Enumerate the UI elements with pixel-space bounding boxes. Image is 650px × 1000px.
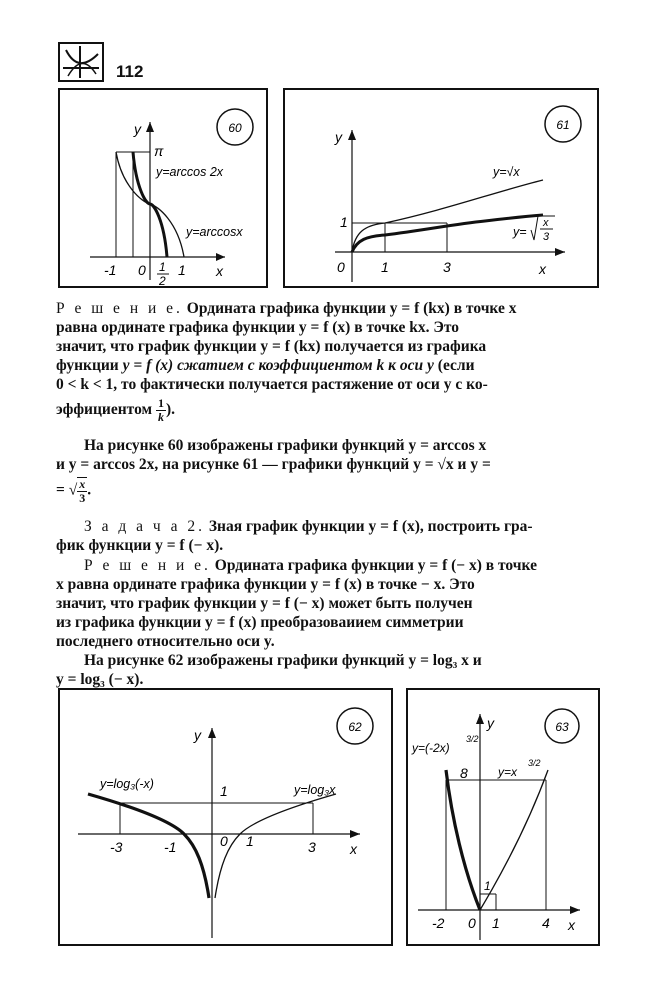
problem-2	[56, 517, 600, 555]
fig60-tick-m1: -1	[104, 262, 117, 278]
p2-fraction-num: x	[79, 477, 86, 491]
fig60-tick-half-den: 2	[159, 274, 166, 286]
page-number: 112	[116, 62, 144, 81]
paragraph-2	[56, 436, 600, 505]
p2-fraction-den: 3	[79, 491, 86, 505]
fig61-tick-0: 0	[337, 259, 345, 275]
chapter-logo-icon	[58, 42, 104, 82]
fig60-y-axis-label: y	[134, 121, 141, 137]
fig61-curve1-label: y=√x	[493, 165, 520, 179]
fig63-tick-1: 1	[492, 915, 500, 931]
p2-line2: и y = arccos 2x, на рисунке 61 — графики функций y = √x и y =	[56, 456, 491, 473]
fig63-y-axis-label: y	[487, 715, 494, 731]
fig63-curve1-label: y=(-2x)	[412, 741, 450, 755]
fig60-tick-1: 1	[178, 262, 186, 278]
fig63-tick-m2: -2	[432, 915, 445, 931]
problem-2-heading: З а д а ч а 2.	[84, 518, 205, 535]
p1-line4b: y = f (x) сжатием с коэффициентом k к оси y	[122, 357, 434, 374]
p4-line1: Ордината графика функции y = f (− x) в точке	[210, 557, 537, 574]
fig62-tick-1: 1	[246, 833, 254, 849]
figure-62-number: 62	[348, 720, 362, 734]
p5-line1: На рисунке 62 изображены графики функций y = log₃ x и	[84, 652, 482, 669]
fig61-ytick-1: 1	[340, 214, 348, 230]
p2-line3b: .	[87, 481, 92, 499]
solution-heading-1: Р е ш е н и е.	[56, 300, 183, 317]
p1-line3: значит, что график функции y = f (kx) получается из графика	[56, 338, 487, 355]
p1-line6b: ).	[165, 401, 176, 419]
p4-line2: x равна ординате графика функции y = f (x) в точке − x. Это	[56, 576, 475, 593]
solution-paragraph-1	[56, 299, 600, 424]
fig60-tick-half-num: 1	[159, 260, 166, 274]
fig63-tick-4: 4	[542, 915, 550, 931]
figure-61-number: 61	[556, 118, 570, 132]
figure-62	[58, 688, 393, 946]
fig60-curve2-label: y=arccosx	[186, 225, 243, 239]
p1-line4a: функции	[56, 357, 123, 374]
fig62-tick-m1: -1	[164, 839, 177, 855]
fig61-tick-3: 3	[443, 259, 451, 275]
fig61-tick-1: 1	[381, 259, 389, 275]
paragraph-5	[56, 651, 600, 689]
fig60-pi-label: π	[154, 143, 164, 159]
fig63-curve1-exp: 3/2	[466, 734, 479, 744]
figure-61	[283, 88, 599, 288]
fig61-x-axis-label: x	[539, 261, 546, 277]
p4-line4: из графика функции y = f (x) преобразоваиием симметрии	[56, 614, 464, 631]
solution-heading-2: Р е ш е н и е.	[84, 557, 211, 574]
p3-line1: Зная график функции y = f (x), построить гра-	[204, 518, 533, 535]
fig62-tick-3: 3	[308, 839, 316, 855]
p4-line3: значит, что график функции y = f (− x) может быть получен	[56, 595, 473, 612]
fig61-curve2-den: 3	[543, 231, 550, 243]
fig61-y-axis-label: y	[335, 129, 342, 145]
fig63-ytick-8: 8	[460, 765, 468, 781]
p2-line1: На рисунке 60 изображены графики функций y = arccos x	[84, 437, 487, 454]
fig61-curve2-prefix: y=	[513, 225, 527, 239]
figure-63-number: 63	[555, 720, 569, 734]
p1-line4c: (если	[433, 357, 475, 374]
p1-line6a: эффициентом	[56, 401, 156, 419]
p3-line2: фик функции y = f (− x).	[56, 537, 224, 554]
p1-line5: 0 < k < 1, то фактически получается растяжение от оси y с ко-	[56, 376, 488, 393]
fig62-curve1-label: y=log₃(-x)	[100, 777, 154, 791]
p4-line5: последнего относительно оси y.	[56, 633, 275, 650]
figure-63	[406, 688, 600, 946]
figure-60-number: 60	[228, 121, 242, 135]
fig61-curve2-num: x	[543, 217, 549, 229]
p5-line2: y = log₃ (− x).	[56, 671, 144, 688]
p1-line2: равна ординате графика функции y = f (x) в точке kx. Это	[56, 319, 460, 336]
fig63-tick-0: 0	[468, 915, 476, 931]
fig60-tick-0: 0	[138, 262, 146, 278]
fig62-y-axis-label: y	[194, 727, 201, 743]
fig63-curve2-label: y=x	[498, 765, 518, 779]
fig62-ytick-1: 1	[220, 783, 228, 799]
fig60-curve1-label: y=arccos 2x	[156, 165, 224, 179]
fig62-curve2-label: y=log₃x	[294, 783, 336, 797]
fig63-x-axis-label: x	[568, 917, 575, 933]
fig62-tick-m3: -3	[110, 839, 123, 855]
fig63-ytick-1: 1	[484, 879, 491, 893]
p2-line3a: = √	[56, 481, 78, 499]
figure-60	[58, 88, 268, 288]
fig60-x-axis-label: x	[216, 263, 223, 279]
p1-fraction-den: k	[157, 410, 164, 424]
solution-paragraph-2	[56, 556, 600, 651]
p1-line1: Ордината графика функции y = f (kx) в точке x	[182, 300, 517, 317]
fig62-x-axis-label: x	[350, 841, 357, 857]
p1-fraction-num: 1	[157, 396, 164, 410]
fig62-tick-0: 0	[220, 833, 228, 849]
fig63-curve2-exp: 3/2	[528, 758, 541, 768]
